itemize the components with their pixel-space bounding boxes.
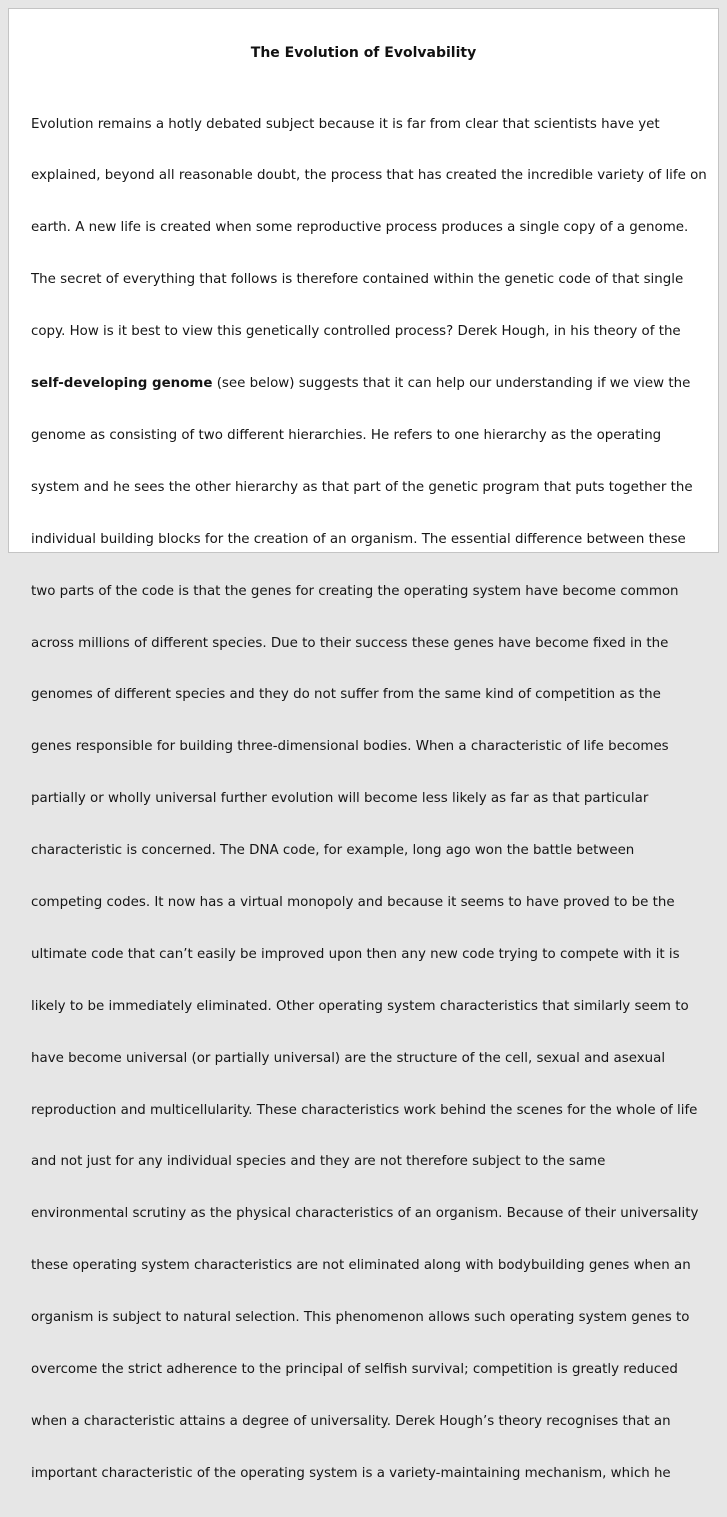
- emphasis-term: self-developing genome: [31, 376, 213, 392]
- text-line: copy. How is it best to view this genetically controlled process? Derek Hough, in his theory of the: [31, 324, 681, 340]
- text-line: characteristic is concerned. The DNA code, for example, long ago won the battle between: [31, 843, 635, 859]
- text-line: explained, beyond all reasonable doubt, the process that has created the incredible variety of life on: [31, 168, 707, 184]
- text-line: and not just for any individual species and they are not therefore subject to the same: [31, 1154, 606, 1170]
- text-line: organism is subject to natural selection. This phenomenon allows such operating system genes to: [31, 1310, 690, 1326]
- text-line: overcome the strict adherence to the principal of selfish survival; competition is greatly reduced: [31, 1361, 678, 1377]
- text-line: Evolution remains a hotly debated subject because it is far from clear that scientists have yet: [31, 116, 660, 132]
- page-title: The Evolution of Evolvability: [250, 45, 477, 61]
- text-line: competing codes. It now has a virtual monopoly and because it seems to have proved to be the: [31, 894, 675, 910]
- text-line: important characteristic of the operating system is a variety-maintaining mechanism, which he: [31, 1465, 671, 1481]
- text-line: environmental scrutiny as the physical characteristics of an organism. Because of their universality: [31, 1206, 699, 1222]
- text-line: likely to be immediately eliminated. Other operating system characteristics that similarly seem to: [31, 998, 689, 1014]
- text-line: earth. A new life is created when some reproductive process produces a single copy of a genome.: [31, 220, 689, 236]
- text-line: ultimate code that can’t easily be improved upon then any new code trying to compete with it is: [31, 946, 680, 962]
- text-line: when a characteristic attains a degree of universality. Derek Hough’s theory recognises that an: [31, 1413, 671, 1429]
- text-line: reproduction and multicellularity. These characteristics work behind the scenes for the whole of life: [31, 1102, 698, 1118]
- document-page: [8, 8, 719, 1481]
- text-line: genome as consisting of two different hierarchies. He refers to one hierarchy as the operating: [31, 427, 662, 443]
- body-paragraph: [31, 81, 707, 1517]
- text-line: have become universal (or partially universal) are the structure of the cell, sexual and asexual: [31, 1050, 666, 1066]
- text-line: across millions of different species. Due to their success these genes have become fixed in the: [31, 635, 669, 651]
- text-line-rest: (see below) suggests that it can help our understanding if we view the: [212, 376, 691, 392]
- text-line: system and he sees the other hierarchy as that part of the genetic program that puts together the: [31, 479, 693, 495]
- text-line: [31, 375, 701, 392]
- text-line: The secret of everything that follows is therefore contained within the genetic code of that single: [31, 272, 684, 288]
- text-line: partially or wholly universal further evolution will become less likely as far as that particular: [31, 791, 649, 807]
- text-line: two parts of the code is that the genes for creating the operating system have become common: [31, 583, 679, 599]
- text-line: individual building blocks for the creation of an organism. The essential difference between these: [31, 531, 686, 547]
- text-line: these operating system characteristics are not eliminated along with bodybuilding genes when an: [31, 1258, 691, 1274]
- text-line: genes responsible for building three-dimensional bodies. When a characteristic of life becomes: [31, 739, 669, 755]
- text-line: genomes of different species and they do not suffer from the same kind of competition as the: [31, 687, 661, 703]
